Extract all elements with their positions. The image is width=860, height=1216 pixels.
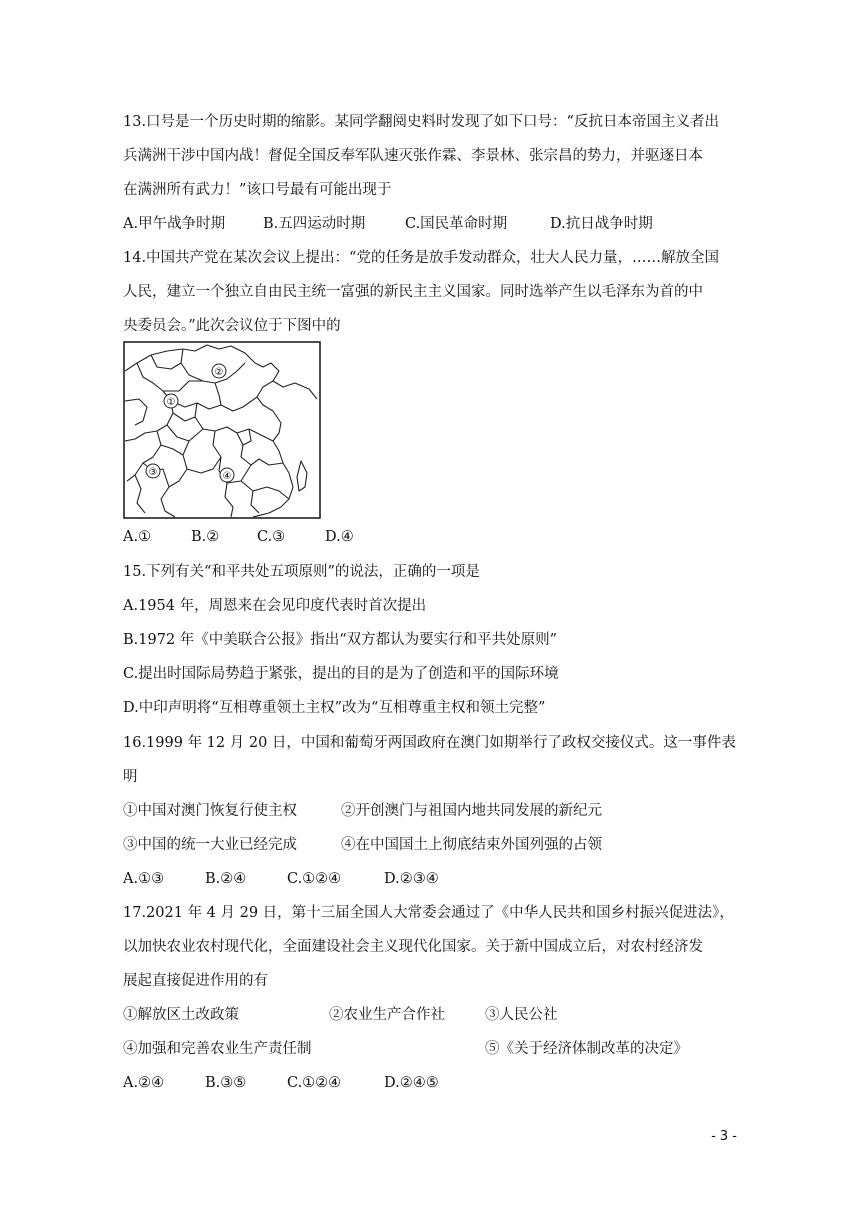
q17-stem-line1: 17.2021 年 4 月 29 日，第十三届全国人大常委会通过了《中华人民共和国乡村振兴促进法》， — [123, 905, 734, 921]
q14-stem-line2: 人民，建立一个独立自由民主统一富强的新民主主义国家。同时选举产生以毛泽东为首的中 — [123, 284, 703, 300]
map-marker-2 — [212, 364, 226, 378]
q17-item-2: ②农业生产合作社 — [329, 1007, 445, 1023]
svg-text:②: ② — [214, 367, 224, 378]
q17-item-5: ⑤《关于经济体制改革的决定》 — [485, 1041, 688, 1057]
q16-option-a: A.①③ — [123, 871, 165, 887]
map-marker-3 — [146, 464, 160, 478]
q16-item-2: ②开创澳门与祖国内地共同发展的新纪元 — [341, 803, 602, 819]
q13-option-c: C.国民革命时期 — [405, 216, 508, 232]
q16-options — [123, 869, 439, 889]
q13-stem-line2: 兵满洲干涉中国内战！督促全国反奉军队速灭张作霖、李景林、张宗昌的势力，并驱逐日本 — [123, 148, 703, 164]
q17-option-c: C.①②④ — [287, 1075, 342, 1091]
q17-stem-line3: 展起直接促进作用的有 — [123, 973, 268, 989]
q17-option-b: B.③⑤ — [205, 1075, 247, 1091]
map-marker-1 — [164, 394, 178, 408]
q14-option-a: A.① — [123, 529, 152, 545]
china-map-figure — [123, 341, 321, 519]
svg-text:④: ④ — [222, 471, 232, 482]
q13-stem-line3: 在满洲所有武力！”该口号最有可能出现于 — [123, 182, 392, 198]
q17-items-row2 — [123, 1039, 688, 1059]
q17-items-row1 — [123, 1005, 558, 1025]
q13-option-d: D.抗日战争时期 — [550, 216, 653, 232]
q17-option-d: D.②④⑤ — [384, 1075, 439, 1091]
q14-option-d: D.④ — [325, 529, 354, 545]
q16-stem-line2: 明 — [123, 769, 138, 785]
q16-option-c: C.①②④ — [287, 871, 342, 887]
q15-option-c: C.提出时国际局势趋于紧张，提出的目的是为了创造和平的国际环境 — [123, 666, 559, 682]
map-marker-4 — [220, 468, 234, 482]
q16-stem-line1: 16.1999 年 12 月 20 日，中国和葡萄牙两国政府在澳门如期举行了政权交接仪式。这一事件表 — [123, 735, 736, 751]
q13-option-a: A.甲午战争时期 — [123, 216, 226, 232]
q14-options — [123, 527, 354, 547]
page-number: - 3 - — [711, 1129, 737, 1144]
q13-option-b: B.五四运动时期 — [263, 216, 366, 232]
q17-options — [123, 1073, 439, 1093]
q14-stem-line3: 央委员会。”此次会议位于下图中的 — [123, 318, 341, 334]
q17-option-a: A.②④ — [123, 1075, 165, 1091]
q16-item-3: ③中国的统一大业已经完成 — [123, 837, 297, 853]
q16-items-row1 — [123, 801, 602, 821]
q17-item-4: ④加强和完善农业生产责任制 — [123, 1041, 312, 1057]
q15-option-b: B.1972 年《中美联合公报》指出“双方都认为要实行和平共处原则” — [123, 632, 558, 648]
q16-item-1: ①中国对澳门恢复行使主权 — [123, 803, 297, 819]
q15-option-a: A.1954 年，周恩来在会见印度代表时首次提出 — [123, 598, 427, 614]
q14-option-b: B.② — [191, 529, 220, 545]
q16-item-4: ④在中国国土上彻底结束外国列强的占领 — [341, 837, 602, 853]
q17-stem-line2: 以加快农业农村现代化，全面建设社会主义现代化国家。关于新中国成立后，对农村经济发 — [123, 939, 703, 955]
q15-stem: 15.下列有关“和平共处五项原则”的说法，正确的一项是 — [123, 564, 480, 580]
svg-text:③: ③ — [148, 467, 158, 478]
q13-options — [123, 214, 653, 234]
q16-option-b: B.②④ — [205, 871, 247, 887]
q17-item-3: ③人民公社 — [485, 1007, 558, 1023]
q13-stem-line1: 13.口号是一个历史时期的缩影。某同学翻阅史料时发现了如下口号：“反抗日本帝国主义者出 — [123, 114, 719, 130]
svg-text:①: ① — [166, 397, 176, 408]
q14-option-c: C.③ — [257, 529, 286, 545]
q15-option-d: D.中印声明将“互相尊重领土主权”改为“互相尊重主权和领土完整” — [123, 700, 546, 716]
q16-option-d: D.②③④ — [384, 871, 439, 887]
q16-items-row2 — [123, 835, 602, 855]
q14-stem-line1: 14.中国共产党在某次会议上提出：“党的任务是放手发动群众，壮大人民力量，……解放全国 — [123, 250, 719, 266]
q17-item-1: ①解放区土改政策 — [123, 1007, 239, 1023]
